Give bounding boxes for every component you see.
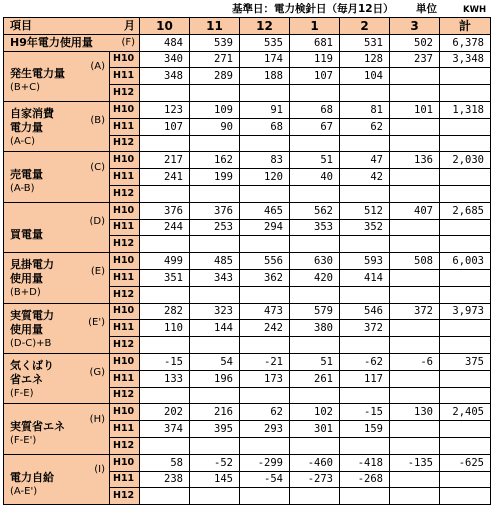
value-cell bbox=[140, 135, 190, 152]
year-cell: H10 bbox=[110, 454, 140, 471]
item-heading: 項目 bbox=[10, 19, 32, 32]
unit-label: 単位 bbox=[416, 3, 437, 15]
value-cell: 90 bbox=[190, 118, 240, 135]
value-cell: 546 bbox=[340, 303, 390, 320]
year-cell: H12 bbox=[110, 337, 140, 354]
value-cell: 119 bbox=[290, 51, 340, 68]
group-label-line: 見掛電力 bbox=[10, 258, 54, 272]
table-row bbox=[4, 152, 491, 169]
group-label-line: 自家消費 bbox=[10, 107, 54, 121]
value-cell bbox=[390, 471, 440, 488]
value-cell: 136 bbox=[390, 152, 440, 169]
group-code: (C) bbox=[90, 161, 105, 173]
value-cell bbox=[340, 135, 390, 152]
group-code: (B) bbox=[90, 115, 105, 127]
group-label-line: 実質電力 bbox=[10, 308, 54, 322]
value-cell: 484 bbox=[140, 34, 190, 51]
value-cell: 376 bbox=[190, 202, 240, 219]
total-cell bbox=[440, 320, 491, 337]
value-cell: 188 bbox=[240, 68, 290, 85]
value-cell: 681 bbox=[290, 34, 340, 51]
value-cell bbox=[140, 488, 190, 505]
value-cell bbox=[190, 437, 240, 454]
value-cell: 101 bbox=[390, 101, 440, 118]
value-cell: 294 bbox=[240, 219, 290, 236]
value-cell: 107 bbox=[140, 118, 190, 135]
total-cell bbox=[440, 118, 491, 135]
value-cell: 420 bbox=[290, 269, 340, 286]
group-label-line: 使用量 bbox=[10, 272, 43, 286]
value-cell: -268 bbox=[340, 471, 390, 488]
value-cell: 120 bbox=[240, 169, 290, 186]
value-cell bbox=[340, 236, 390, 253]
value-cell bbox=[140, 387, 190, 404]
value-cell: 535 bbox=[240, 34, 290, 51]
value-cell: 162 bbox=[190, 152, 240, 169]
value-cell: 109 bbox=[190, 101, 240, 118]
value-cell: 348 bbox=[140, 68, 190, 85]
value-cell bbox=[390, 236, 440, 253]
year-cell: H10 bbox=[110, 303, 140, 320]
total-cell: 3,348 bbox=[440, 51, 491, 68]
value-cell: 261 bbox=[290, 370, 340, 387]
value-cell: 562 bbox=[290, 202, 340, 219]
value-cell: 593 bbox=[340, 253, 390, 270]
value-cell: -54 bbox=[240, 471, 290, 488]
value-cell: 499 bbox=[140, 253, 190, 270]
header-row bbox=[4, 18, 491, 35]
value-cell: -135 bbox=[390, 454, 440, 471]
value-cell bbox=[240, 337, 290, 354]
value-cell: -62 bbox=[340, 353, 390, 370]
value-cell bbox=[240, 135, 290, 152]
value-cell: -15 bbox=[340, 404, 390, 421]
row-group-label bbox=[4, 253, 110, 303]
total-cell bbox=[440, 421, 491, 438]
value-cell: 380 bbox=[290, 320, 340, 337]
corner-cell bbox=[4, 18, 140, 35]
total-cell bbox=[440, 135, 491, 152]
value-cell bbox=[240, 488, 290, 505]
value-cell: 58 bbox=[140, 454, 190, 471]
value-cell bbox=[240, 437, 290, 454]
value-cell bbox=[140, 286, 190, 303]
value-cell: -299 bbox=[240, 454, 290, 471]
value-cell bbox=[140, 337, 190, 354]
fy-usage-label: H9年電力使用量 (F) bbox=[4, 34, 140, 51]
total-cell bbox=[440, 471, 491, 488]
total-cell bbox=[440, 219, 491, 236]
group-code: (E) bbox=[90, 266, 105, 278]
value-cell: 145 bbox=[190, 471, 240, 488]
value-cell bbox=[290, 85, 340, 102]
total-cell bbox=[440, 370, 491, 387]
value-cell bbox=[290, 185, 340, 202]
fy-usage-code: (F) bbox=[121, 36, 135, 48]
total-cell: 2,685 bbox=[440, 202, 491, 219]
value-cell bbox=[290, 387, 340, 404]
group-label-line: 使用量 bbox=[10, 322, 43, 336]
value-cell: 362 bbox=[240, 269, 290, 286]
value-cell: 67 bbox=[290, 118, 340, 135]
year-cell: H12 bbox=[110, 437, 140, 454]
group-label-line: 電力自給 bbox=[10, 470, 54, 484]
month-header: 12 bbox=[240, 18, 290, 35]
group-code: (H) bbox=[89, 413, 105, 425]
value-cell bbox=[190, 337, 240, 354]
total-cell bbox=[440, 437, 491, 454]
value-cell: 512 bbox=[340, 202, 390, 219]
value-cell: 159 bbox=[340, 421, 390, 438]
value-cell bbox=[290, 337, 340, 354]
value-cell: 47 bbox=[340, 152, 390, 169]
year-cell: H10 bbox=[110, 253, 140, 270]
value-cell bbox=[290, 286, 340, 303]
value-cell: 217 bbox=[140, 152, 190, 169]
total-cell bbox=[440, 387, 491, 404]
value-cell: 372 bbox=[340, 320, 390, 337]
total-cell bbox=[440, 488, 491, 505]
value-cell bbox=[290, 236, 340, 253]
value-cell: 102 bbox=[290, 404, 340, 421]
month-header: 11 bbox=[190, 18, 240, 35]
value-cell: 42 bbox=[340, 169, 390, 186]
group-label-line: 買電量 bbox=[10, 228, 43, 242]
value-cell bbox=[390, 421, 440, 438]
value-cell: -418 bbox=[340, 454, 390, 471]
value-cell: 352 bbox=[340, 219, 390, 236]
year-cell: H12 bbox=[110, 135, 140, 152]
row-group-label bbox=[4, 152, 110, 202]
value-cell bbox=[190, 488, 240, 505]
year-cell: H11 bbox=[110, 421, 140, 438]
value-cell: 107 bbox=[290, 68, 340, 85]
value-cell bbox=[390, 85, 440, 102]
value-cell: 128 bbox=[340, 51, 390, 68]
value-cell: 202 bbox=[140, 404, 190, 421]
table-row bbox=[4, 253, 491, 270]
value-cell: 83 bbox=[240, 152, 290, 169]
year-cell: H10 bbox=[110, 202, 140, 219]
table-row bbox=[4, 202, 491, 219]
year-cell: H10 bbox=[110, 404, 140, 421]
table-row bbox=[4, 404, 491, 421]
group-code: (G) bbox=[89, 367, 105, 379]
total-cell: 3,973 bbox=[440, 303, 491, 320]
value-cell bbox=[140, 185, 190, 202]
value-cell bbox=[340, 337, 390, 354]
value-cell bbox=[240, 236, 290, 253]
value-cell bbox=[390, 337, 440, 354]
report-header bbox=[0, 2, 490, 16]
value-cell: 376 bbox=[140, 202, 190, 219]
value-cell: 68 bbox=[240, 118, 290, 135]
value-cell: 123 bbox=[140, 101, 190, 118]
value-cell: 414 bbox=[340, 269, 390, 286]
value-cell: 81 bbox=[340, 101, 390, 118]
value-cell bbox=[390, 219, 440, 236]
value-cell: 485 bbox=[190, 253, 240, 270]
group-formula: (A-E') bbox=[10, 485, 38, 497]
value-cell: 340 bbox=[140, 51, 190, 68]
value-cell: 353 bbox=[290, 219, 340, 236]
value-cell: 62 bbox=[340, 118, 390, 135]
total-cell: 2,030 bbox=[440, 152, 491, 169]
value-cell: 130 bbox=[390, 404, 440, 421]
value-cell bbox=[190, 286, 240, 303]
group-code: (E') bbox=[88, 316, 105, 328]
value-cell bbox=[190, 387, 240, 404]
value-cell: 237 bbox=[390, 51, 440, 68]
value-cell: -15 bbox=[140, 353, 190, 370]
month-header: 10 bbox=[140, 18, 190, 35]
value-cell: -6 bbox=[390, 353, 440, 370]
group-label-line: 実質省エネ bbox=[10, 420, 65, 434]
year-cell: H11 bbox=[110, 169, 140, 186]
value-cell bbox=[240, 185, 290, 202]
value-cell: 351 bbox=[140, 269, 190, 286]
table-row bbox=[4, 51, 491, 68]
value-cell bbox=[390, 185, 440, 202]
group-formula: (B+C) bbox=[10, 82, 41, 94]
year-cell: H11 bbox=[110, 370, 140, 387]
value-cell: 556 bbox=[240, 253, 290, 270]
group-code: (D) bbox=[89, 215, 105, 227]
total-cell bbox=[440, 85, 491, 102]
value-cell: 133 bbox=[140, 370, 190, 387]
value-cell: 630 bbox=[290, 253, 340, 270]
value-cell: 407 bbox=[390, 202, 440, 219]
row-group-label bbox=[4, 454, 110, 504]
value-cell: 110 bbox=[140, 320, 190, 337]
month-header: 3 bbox=[390, 18, 440, 35]
value-cell bbox=[140, 437, 190, 454]
year-cell: H11 bbox=[110, 219, 140, 236]
year-cell: H12 bbox=[110, 185, 140, 202]
year-cell: H11 bbox=[110, 320, 140, 337]
value-cell bbox=[390, 135, 440, 152]
total-cell: 2,405 bbox=[440, 404, 491, 421]
value-cell: 282 bbox=[140, 303, 190, 320]
year-cell: H12 bbox=[110, 488, 140, 505]
value-cell: -21 bbox=[240, 353, 290, 370]
value-cell: 117 bbox=[340, 370, 390, 387]
value-cell bbox=[390, 320, 440, 337]
value-cell bbox=[190, 185, 240, 202]
value-cell: -460 bbox=[290, 454, 340, 471]
value-cell bbox=[390, 370, 440, 387]
value-cell bbox=[240, 286, 290, 303]
year-cell: H10 bbox=[110, 51, 140, 68]
value-cell bbox=[390, 118, 440, 135]
row-group-label bbox=[4, 51, 110, 101]
month-heading: 月 bbox=[124, 19, 135, 32]
group-formula: (D-C)+B bbox=[10, 337, 52, 349]
value-cell bbox=[340, 488, 390, 505]
group-formula: (A-B) bbox=[10, 183, 35, 195]
value-cell: 531 bbox=[340, 34, 390, 51]
total-cell: 6,378 bbox=[440, 34, 491, 51]
month-header: 1 bbox=[290, 18, 340, 35]
table-row bbox=[4, 454, 491, 471]
row-group-label bbox=[4, 202, 110, 252]
value-cell bbox=[340, 286, 390, 303]
value-cell: 372 bbox=[390, 303, 440, 320]
value-cell: -52 bbox=[190, 454, 240, 471]
value-cell bbox=[240, 387, 290, 404]
value-cell: 539 bbox=[190, 34, 240, 51]
table-row bbox=[4, 303, 491, 320]
value-cell: 508 bbox=[390, 253, 440, 270]
year-cell: H11 bbox=[110, 118, 140, 135]
year-cell: H10 bbox=[110, 152, 140, 169]
value-cell bbox=[390, 68, 440, 85]
total-cell: 6,003 bbox=[440, 253, 491, 270]
year-cell: H11 bbox=[110, 68, 140, 85]
value-cell: 253 bbox=[190, 219, 240, 236]
basis-date-note: 基準日：電力検針日（毎月12日） bbox=[232, 3, 394, 15]
value-cell bbox=[340, 437, 390, 454]
total-cell: -625 bbox=[440, 454, 491, 471]
value-cell: 68 bbox=[290, 101, 340, 118]
unit-value: KWH bbox=[463, 5, 487, 15]
value-cell: 244 bbox=[140, 219, 190, 236]
year-cell: H12 bbox=[110, 236, 140, 253]
value-cell: 199 bbox=[190, 169, 240, 186]
value-cell: 40 bbox=[290, 169, 340, 186]
value-cell: 395 bbox=[190, 421, 240, 438]
value-cell: 238 bbox=[140, 471, 190, 488]
value-cell bbox=[390, 286, 440, 303]
value-cell bbox=[390, 437, 440, 454]
value-cell bbox=[290, 135, 340, 152]
group-label-line: 省エネ bbox=[10, 373, 43, 387]
value-cell bbox=[240, 85, 290, 102]
value-cell: 91 bbox=[240, 101, 290, 118]
value-cell: 216 bbox=[190, 404, 240, 421]
value-cell: 241 bbox=[140, 169, 190, 186]
value-cell: 502 bbox=[390, 34, 440, 51]
year-cell: H12 bbox=[110, 286, 140, 303]
value-cell: 242 bbox=[240, 320, 290, 337]
group-formula: (A-C) bbox=[10, 136, 36, 148]
value-cell: 579 bbox=[290, 303, 340, 320]
total-header: 計 bbox=[440, 18, 491, 35]
year-cell: H12 bbox=[110, 387, 140, 404]
value-cell: 51 bbox=[290, 152, 340, 169]
group-label-line: 売電量 bbox=[10, 168, 43, 182]
group-label-line: 電力量 bbox=[10, 121, 43, 135]
total-cell bbox=[440, 185, 491, 202]
row-group-label bbox=[4, 303, 110, 353]
fy-usage-row bbox=[4, 34, 491, 51]
value-cell: 51 bbox=[290, 353, 340, 370]
year-cell: H11 bbox=[110, 269, 140, 286]
total-cell bbox=[440, 236, 491, 253]
year-cell: H12 bbox=[110, 85, 140, 102]
row-group-label bbox=[4, 353, 110, 403]
value-cell bbox=[390, 387, 440, 404]
value-cell: 62 bbox=[240, 404, 290, 421]
value-cell bbox=[190, 135, 240, 152]
table-row bbox=[4, 101, 491, 118]
table-row bbox=[4, 353, 491, 370]
total-cell bbox=[440, 337, 491, 354]
value-cell: -273 bbox=[290, 471, 340, 488]
month-header: 2 bbox=[340, 18, 390, 35]
electricity-table bbox=[3, 17, 491, 505]
value-cell bbox=[390, 488, 440, 505]
value-cell bbox=[340, 85, 390, 102]
value-cell: 301 bbox=[290, 421, 340, 438]
total-cell: 375 bbox=[440, 353, 491, 370]
year-cell: H11 bbox=[110, 471, 140, 488]
group-label-line: 気くばり bbox=[10, 359, 54, 373]
value-cell: 374 bbox=[140, 421, 190, 438]
value-cell bbox=[190, 85, 240, 102]
group-label-line: 発生電力量 bbox=[10, 67, 65, 81]
value-cell bbox=[140, 236, 190, 253]
value-cell: 343 bbox=[190, 269, 240, 286]
value-cell: 473 bbox=[240, 303, 290, 320]
value-cell bbox=[290, 437, 340, 454]
value-cell: 144 bbox=[190, 320, 240, 337]
total-cell bbox=[440, 286, 491, 303]
value-cell: 196 bbox=[190, 370, 240, 387]
value-cell: 465 bbox=[240, 202, 290, 219]
value-cell bbox=[340, 185, 390, 202]
value-cell: 271 bbox=[190, 51, 240, 68]
total-cell bbox=[440, 68, 491, 85]
total-cell: 1,318 bbox=[440, 101, 491, 118]
group-code: (A) bbox=[90, 61, 105, 73]
value-cell bbox=[290, 488, 340, 505]
value-cell: 293 bbox=[240, 421, 290, 438]
year-cell: H10 bbox=[110, 101, 140, 118]
group-formula: (F-E') bbox=[10, 435, 37, 447]
value-cell: 289 bbox=[190, 68, 240, 85]
value-cell bbox=[390, 269, 440, 286]
total-cell bbox=[440, 269, 491, 286]
value-cell bbox=[390, 169, 440, 186]
value-cell: 104 bbox=[340, 68, 390, 85]
value-cell: 174 bbox=[240, 51, 290, 68]
total-cell bbox=[440, 169, 491, 186]
row-group-label bbox=[4, 404, 110, 454]
value-cell bbox=[340, 387, 390, 404]
value-cell: 54 bbox=[190, 353, 240, 370]
group-formula: (F-E) bbox=[10, 388, 34, 400]
value-cell bbox=[190, 236, 240, 253]
year-cell: H10 bbox=[110, 353, 140, 370]
value-cell: 173 bbox=[240, 370, 290, 387]
value-cell bbox=[140, 85, 190, 102]
group-formula: (B+D) bbox=[10, 287, 41, 299]
group-code: (I) bbox=[94, 464, 105, 476]
row-group-label bbox=[4, 101, 110, 151]
value-cell: 323 bbox=[190, 303, 240, 320]
